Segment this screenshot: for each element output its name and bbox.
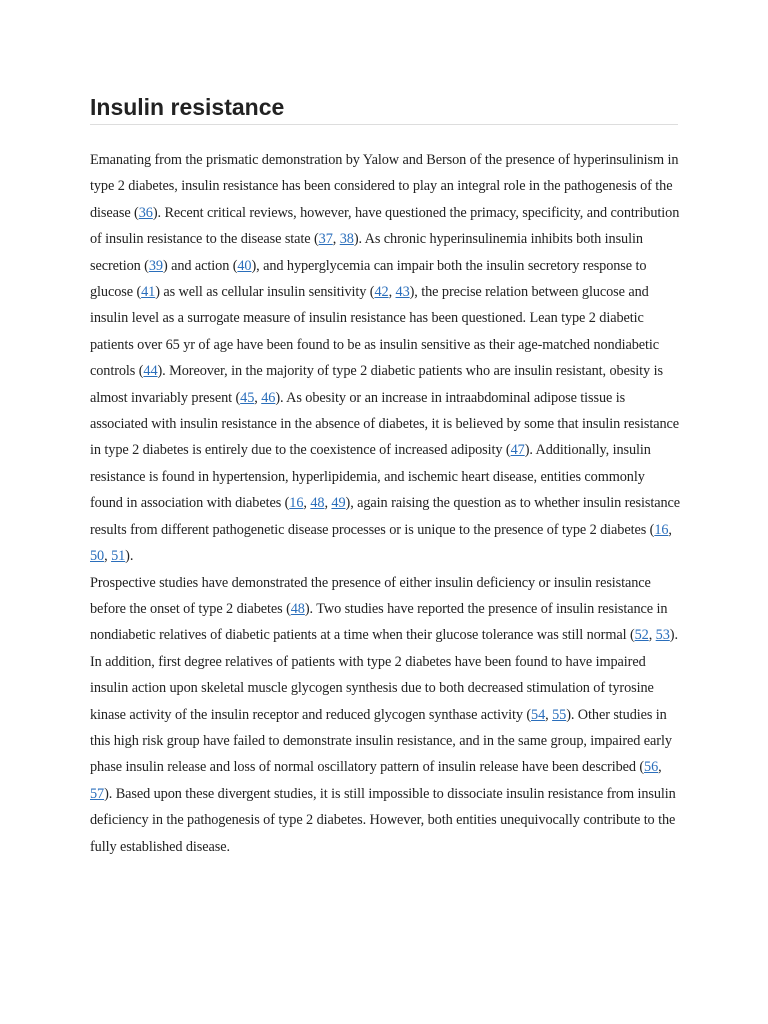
- reference-link[interactable]: 52: [634, 627, 649, 644]
- reference-link[interactable]: 44: [143, 363, 158, 380]
- paragraph-text: ). Other studies in this high risk group have failed to demonstrate insulin resistance, and in the same group, impaired early phase insulin release and loss of normal oscillatory pattern of insulin release have been described (: [90, 706, 672, 776]
- reference-link[interactable]: 57: [90, 785, 105, 802]
- paragraph-text: ) as well as cellular insulin sensitivity (: [155, 284, 375, 301]
- paragraph-text: ). Recent critical reviews, however, have questioned the primacy, specificity, and contribution of insulin resistance to the disease state (: [90, 204, 680, 248]
- reference-link[interactable]: 36: [138, 204, 153, 221]
- reference-link[interactable]: 55: [552, 706, 567, 723]
- paragraph-text: ), again raising the question as to whether insulin resistance results from different pathogenetic disease processes or is unique to the presence of type 2 diabetes (: [90, 495, 680, 538]
- reference-link[interactable]: 47: [510, 442, 525, 459]
- reference-link[interactable]: 50: [90, 548, 105, 565]
- paragraph-text: ). As obesity or an increase in intraabdominal adipose tissue is associated with insulin resistance in the absence of diabetes, it is believed by some that insulin resistance in type 2 diabetes is entirely due to the coexistence of increased adiposity (: [90, 389, 680, 459]
- article-body: [90, 147, 680, 860]
- paragraph-text: ,: [332, 231, 340, 248]
- section-title: Insulin resistance: [90, 90, 678, 125]
- reference-link[interactable]: 48: [290, 600, 305, 617]
- reference-link[interactable]: 42: [374, 284, 389, 301]
- paragraph-text: ) and action (: [162, 257, 238, 274]
- paragraph-text: ). In addition, first degree relatives of patients with type 2 diabetes have been found to have impaired insulin action upon skeletal muscle glycogen synthesis due to both decreased stimulation of tyrosine kinase activity of the insulin receptor and reduced glycogen synthase activity (: [90, 627, 678, 723]
- paragraph-text: Prospective studies have demonstrated the presence of either insulin deficiency or insulin resistance before the onset of type 2 diabetes (: [90, 574, 651, 617]
- paragraph-text: ).: [125, 548, 134, 565]
- reference-link[interactable]: 40: [237, 257, 252, 274]
- reference-link[interactable]: 41: [141, 284, 156, 301]
- reference-link[interactable]: 16: [289, 495, 304, 512]
- reference-link[interactable]: 48: [310, 495, 325, 512]
- reference-link[interactable]: 38: [339, 231, 354, 248]
- reference-link[interactable]: 39: [148, 257, 163, 274]
- reference-link[interactable]: 46: [261, 389, 276, 406]
- paragraph-text: ), and hyperglycemia can impair both the insulin secretory response to glucose (: [90, 257, 647, 301]
- reference-link[interactable]: 43: [395, 284, 410, 301]
- paragraph-text: ). Moreover, in the majority of type 2 diabetic patients who are insulin resistant, obesity is almost invariably present (: [90, 363, 663, 406]
- paragraph-text: ,: [254, 389, 262, 406]
- reference-link[interactable]: 51: [111, 548, 126, 565]
- reference-link[interactable]: 56: [644, 759, 659, 776]
- paragraph: [90, 147, 680, 570]
- paragraph-text: ). Based upon these divergent studies, it is still impossible to dissociate insulin resistance from insulin deficiency in the pathogenesis of type 2 diabetes. However, both entities unequivocally contribute to the fully established disease.: [90, 785, 676, 855]
- paragraph-text: ,: [303, 495, 311, 512]
- paragraph-text: ,: [648, 627, 656, 644]
- paragraph-text: ). Two studies have reported the presence of insulin resistance in nondiabetic relatives of diabetic patients at a time when their glucose tolerance was still normal (: [90, 600, 668, 644]
- reference-link[interactable]: 54: [531, 706, 546, 723]
- paragraph-text: ,: [324, 495, 332, 512]
- paragraph-text: ,: [668, 521, 672, 538]
- paragraph-text: ,: [545, 706, 553, 723]
- reference-link[interactable]: 49: [331, 495, 346, 512]
- reference-link[interactable]: 53: [655, 627, 670, 644]
- reference-link[interactable]: 45: [240, 389, 255, 406]
- paragraph-text: ). Additionally, insulin resistance is found in hypertension, hyperlipidemia, and ischemic heart disease, entities commonly found in association with diabetes (: [90, 442, 651, 512]
- reference-link[interactable]: 16: [654, 521, 669, 538]
- paragraph-text: ,: [104, 548, 112, 565]
- paragraph-text: ). As chronic hyperinsulinemia inhibits both insulin secretion (: [90, 231, 643, 274]
- paragraph-text: ,: [658, 759, 662, 776]
- paragraph: [90, 570, 680, 860]
- paragraph-text: Emanating from the prismatic demonstration by Yalow and Berson of the presence of hyperinsulinism in type 2 diabetes, insulin resistance has been considered to play an integral role in the pathogenesis of the disease (: [90, 152, 679, 221]
- paragraph-text: ,: [388, 284, 396, 301]
- paragraph-text: ), the precise relation between glucose and insulin level as a surrogate measure of insulin resistance has been questioned. Lean type 2 diabetic patients over 65 yr of age have been found to be as insulin sensitive as their age-matched nondiabetic controls (: [90, 284, 660, 380]
- reference-link[interactable]: 37: [318, 231, 333, 248]
